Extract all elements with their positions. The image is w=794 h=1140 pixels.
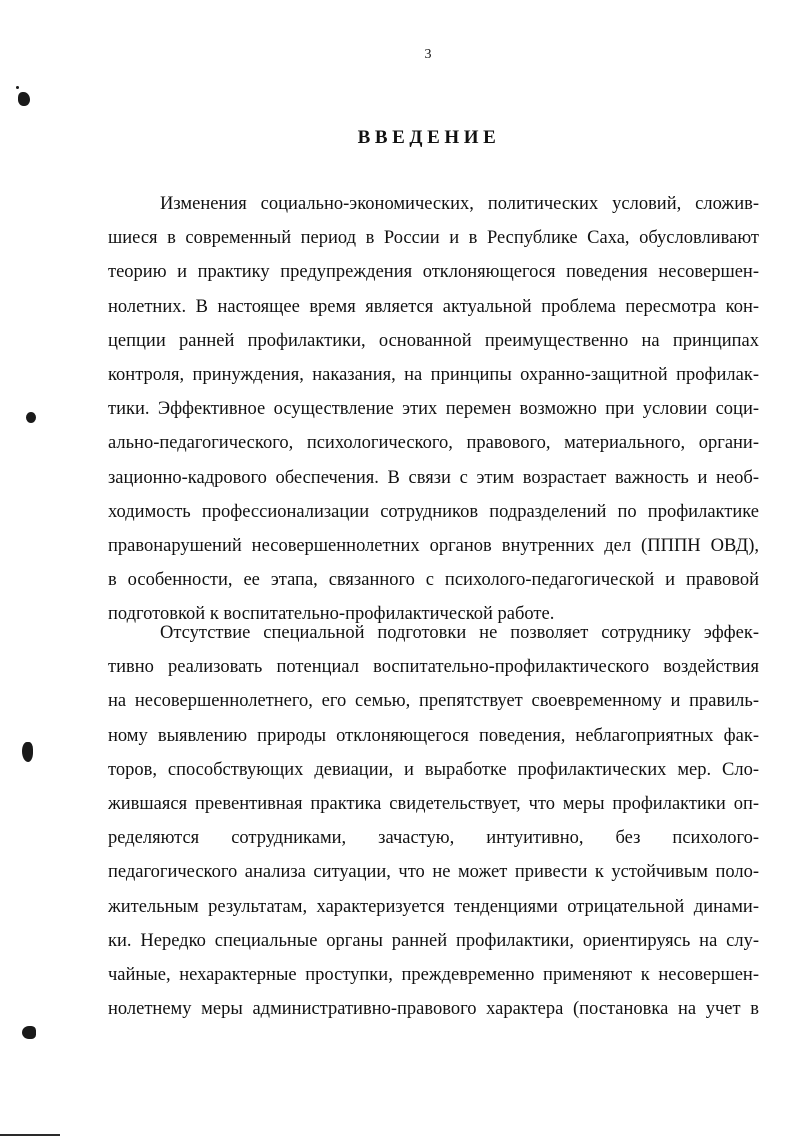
text-line: цепции ранней профилактики, основанной преимущественно на принципах <box>108 330 759 351</box>
text-line: жительным результатам, характеризуется тенденциями отрицательной динами- <box>108 896 759 917</box>
text-line: нолетнему меры административно-правового характера (постановка на учет в <box>108 999 759 1020</box>
text-line: педагогического анализа ситуации, что не может привести к устойчивым поло- <box>108 862 759 883</box>
text-line: торов, способствующих девиации, и выработке профилактических мер. Сло- <box>108 759 759 780</box>
scan-mark-artifact <box>22 1026 36 1039</box>
scan-mark-artifact <box>26 412 36 423</box>
text-line: теорию и практику предупреждения отклоняющегося поведения несовершен- <box>108 262 759 283</box>
text-line: жившаяся превентивная практика свидетельствует, что меры профилактики оп- <box>108 794 759 815</box>
text-line: ходимость профессионализации сотрудников подразделений по профилактике <box>108 501 759 522</box>
scan-mark-artifact <box>22 742 33 762</box>
text-line: контроля, принуждения, наказания, на принципы охранно-защитной профилак- <box>108 365 759 386</box>
text-line: тивно реализовать потенциал воспитательно-профилактического воздействия <box>108 657 759 678</box>
text-line: ному выявлению природы отклоняющегося поведения, неблагоприятных фак- <box>108 725 759 746</box>
text-line: шиеся в современный период в России и в Республике Саха, обусловливают <box>108 228 759 249</box>
text-line: тики. Эффективное осуществление этих перемен возможно при условии соци- <box>108 399 759 420</box>
text-line: правонарушений несовершеннолетних органов внутренних дел (ПППН ОВД), <box>108 536 759 557</box>
text-line: подготовкой к воспитательно-профилактической работе. <box>108 604 555 625</box>
paragraph-2 <box>108 616 759 1026</box>
text-line: в особенности, ее этапа, связанного с психолого-педагогической и правовой <box>108 570 759 591</box>
text-line: ределяются сотрудниками, зачастую, интуитивно, без психолого- <box>108 828 759 849</box>
text-line: чайные, нехарактерные проступки, преждевременно применяют к несовершен- <box>108 965 759 986</box>
text-line: нолетних. В настоящее время является актуальной проблема пересмотра кон- <box>108 296 759 317</box>
paragraph-1 <box>108 187 759 632</box>
text-line: Изменения социально-экономических, политических условий, сложив- <box>160 194 759 214</box>
text-line: Отсутствие специальной подготовки не позволяет сотруднику эффек- <box>160 623 759 643</box>
text-line: зационно-кадрового обеспечения. В связи с этим возрастает важность и необ- <box>108 467 759 488</box>
scan-mark-artifact <box>18 92 30 106</box>
text-line: на несовершеннолетнего, его семью, препятствует своевременному и правиль- <box>108 691 759 712</box>
page-title: ВВЕДЕНИЕ <box>357 127 501 148</box>
scan-mark-artifact <box>16 86 19 89</box>
page-number: 3 <box>424 47 432 62</box>
scan-edge-artifact <box>0 1134 60 1136</box>
text-line: ки. Нередко специальные органы ранней профилактики, ориентируясь на слу- <box>108 930 759 951</box>
text-line: ально-педагогического, психологического, правового, материального, органи- <box>108 433 759 454</box>
